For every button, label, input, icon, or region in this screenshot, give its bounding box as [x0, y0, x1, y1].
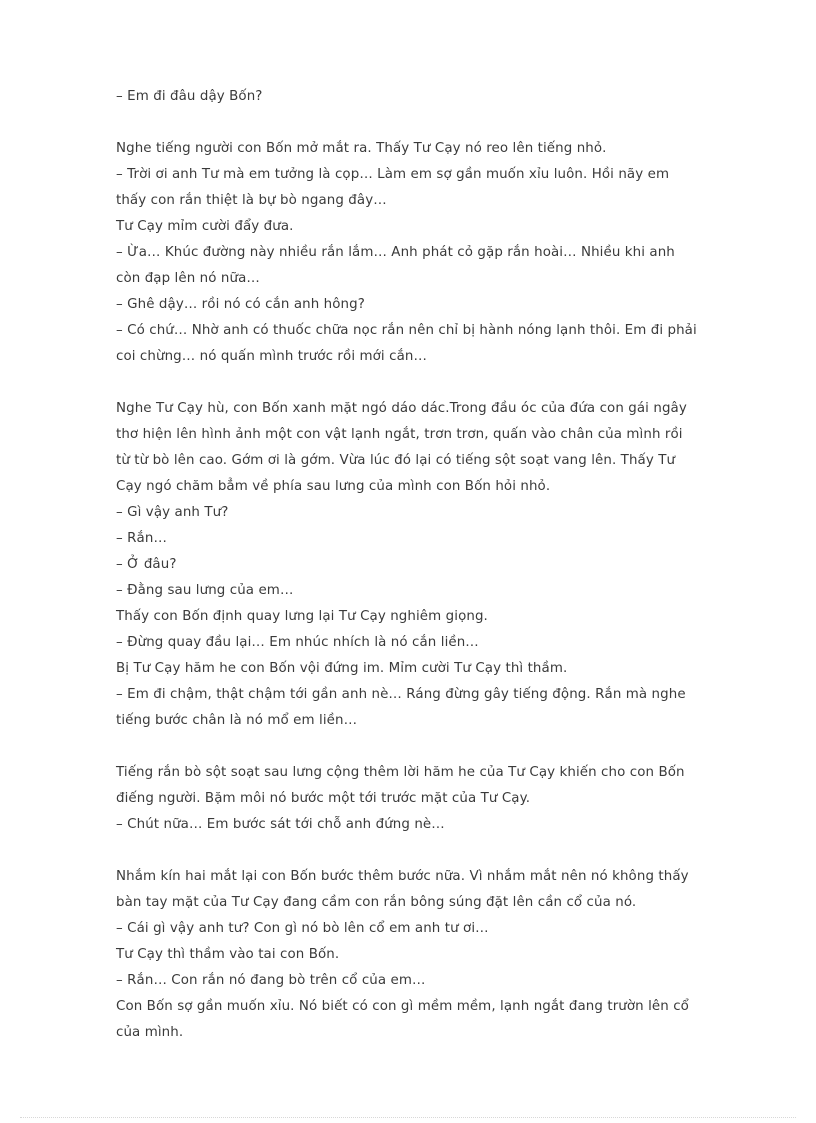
- text-line: – Ừa… Khúc đường này nhiều rắn lắm… Anh phát cỏ gặp rắn hoài… Nhiều khi anh: [116, 245, 675, 260]
- text-line: Bị Tư Cạy hăm he con Bốn vội đứng im. Mỉm cười Tư Cạy thì thầm.: [116, 661, 568, 676]
- text-line: Tư Cạy mỉm cười đẩy đưa.: [116, 219, 294, 234]
- text-line: Thấy con Bốn định quay lưng lại Tư Cạy nghiêm giọng.: [116, 609, 488, 624]
- text-line: Nghe tiếng người con Bốn mở mắt ra. Thấy Tư Cạy nó reo lên tiếng nhỏ.: [116, 141, 607, 156]
- text-line: của mình.: [116, 1025, 184, 1040]
- text-line: – Đừng quay đầu lại… Em nhúc nhích là nó cắn liền…: [116, 635, 479, 650]
- text-line: Nghe Tư Cạy hù, con Bốn xanh mặt ngó dáo dác.Trong đầu óc của đứa con gái ngây: [116, 401, 687, 416]
- text-line: thơ hiện lên hình ảnh một con vật lạnh ngắt, trơn trơn, quấn vào chân của mình rồi: [116, 427, 683, 442]
- text-line: coi chừng… nó quấn mình trước rồi mới cắn…: [116, 349, 427, 364]
- text-line: thấy con rắn thiệt là bự bò ngang đây…: [116, 193, 387, 208]
- paragraph-gap: [116, 370, 756, 396]
- text-line: Cạy ngó chăm bẳm về phía sau lưng của mình con Bốn hỏi nhỏ.: [116, 479, 551, 494]
- page-footer-divider: [20, 1117, 796, 1118]
- story-text: [116, 84, 756, 1046]
- text-line: – Cái gì vậy anh tư? Con gì nó bò lên cổ em anh tư ơi…: [116, 921, 489, 936]
- text-line: – Trời ơi anh Tư mà em tưởng là cọp… Làm em sợ gần muốn xỉu luôn. Hồi nãy em: [116, 167, 670, 182]
- text-line: Con Bốn sợ gần muốn xỉu. Nó biết có con gì mềm mềm, lạnh ngắt đang trườn lên cổ: [116, 999, 689, 1014]
- text-line: từ từ bò lên cao. Gớm ơi là gớm. Vừa lúc đó lại có tiếng sột soạt vang lên. Thấy Tư: [116, 453, 676, 468]
- text-line: Tư Cạy thì thầm vào tai con Bốn.: [116, 947, 340, 962]
- text-line: – Đằng sau lưng của em…: [116, 583, 294, 598]
- text-line: – Em đi chậm, thật chậm tới gần anh nè… Ráng đừng gây tiếng động. Rắn mà nghe: [116, 687, 686, 702]
- paragraph-gap: [116, 838, 756, 864]
- text-line: – Ở đâu?: [116, 557, 177, 572]
- text-line: – Chút nữa… Em bước sát tới chỗ anh đứng nè…: [116, 817, 445, 832]
- text-line: – Rắn… Con rắn nó đang bò trên cổ của em…: [116, 973, 426, 988]
- paragraph-gap: [116, 734, 756, 760]
- text-line: – Gì vậy anh Tư?: [116, 505, 229, 520]
- text-line: Nhắm kín hai mắt lại con Bốn bước thêm bước nữa. Vì nhắm mắt nên nó không thấy: [116, 869, 689, 884]
- text-line: tiếng bước chân là nó mổ em liền…: [116, 713, 358, 728]
- text-line: – Em đi đâu dậy Bốn?: [116, 89, 263, 104]
- text-line: Tiếng rắn bò sột soạt sau lưng cộng thêm lời hăm he của Tư Cạy khiến cho con Bốn: [116, 765, 685, 780]
- text-line: – Có chứ… Nhờ anh có thuốc chữa nọc rắn nên chỉ bị hành nóng lạnh thôi. Em đi phải: [116, 323, 697, 338]
- paragraph-gap: [116, 110, 756, 136]
- text-line: – Ghê dậy… rồi nó có cắn anh hông?: [116, 297, 365, 312]
- text-line: bàn tay mặt của Tư Cạy đang cầm con rắn bông súng đặt lên cần cổ của nó.: [116, 895, 637, 910]
- text-line: còn đạp lên nó nữa…: [116, 271, 260, 286]
- text-line: – Rắn…: [116, 531, 167, 546]
- text-line: điếng người. Bặm môi nó bước một tới trước mặt của Tư Cạy.: [116, 791, 531, 806]
